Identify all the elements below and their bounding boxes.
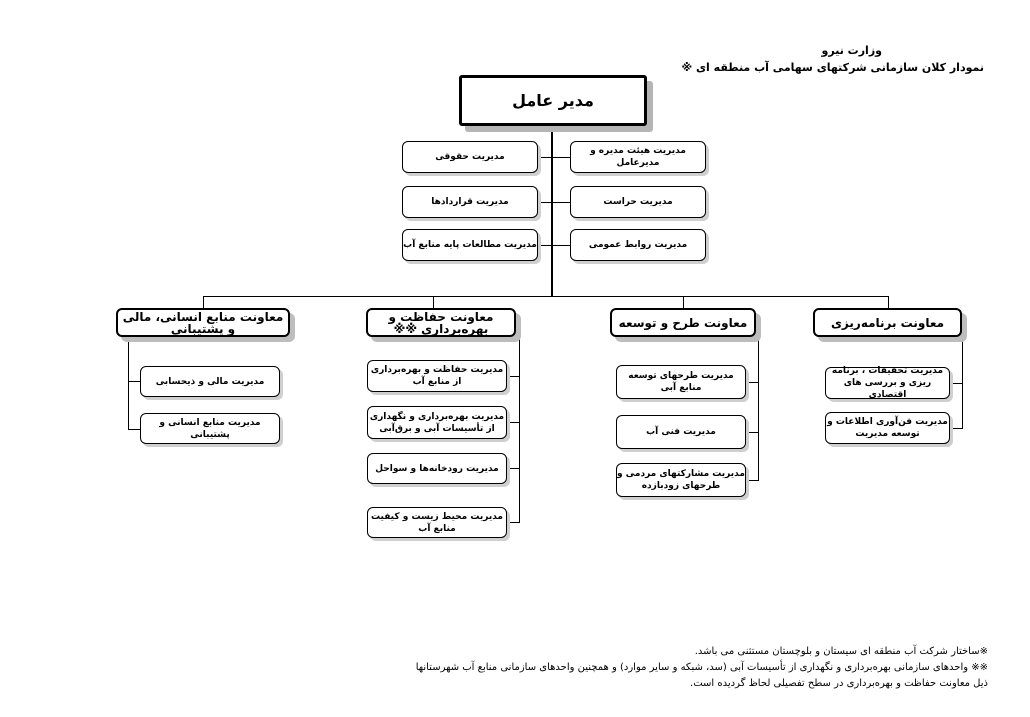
rivers-coasts-unit-box: مدیریت رودخانه‌ها و سواحل bbox=[367, 453, 507, 484]
deputy-drop-line bbox=[683, 296, 684, 308]
ceo-box: مدیر عامل bbox=[459, 75, 647, 126]
board-ceo-office-box: مدیریت هیئت مدیره و مدیرعامل bbox=[570, 141, 706, 173]
unit-connector bbox=[746, 480, 758, 481]
staff-connector bbox=[538, 202, 570, 203]
unit-trunk-line bbox=[962, 337, 963, 429]
legal-management-box: مدیریت حقوقی bbox=[402, 141, 538, 173]
footnote-3: ذیل معاونت حفاظت و بهره‌برداری در سطح تفصیلی لحاظ گردیده است. bbox=[690, 678, 988, 689]
unit-trunk-line bbox=[128, 337, 129, 430]
deputy-drop-line bbox=[203, 296, 204, 308]
footnote-1: ※ساختار شرکت آب منطقه ای سیستان و بلوچستان مستثنی می باشد. bbox=[694, 646, 988, 657]
unit-trunk-line bbox=[519, 337, 520, 523]
contracts-management-box: مدیریت قراردادها bbox=[402, 186, 538, 218]
unit-connector bbox=[128, 381, 140, 382]
unit-connector bbox=[950, 428, 962, 429]
hr-support-unit-box: مدیریت منابع انسانی و پشتیبانی bbox=[140, 413, 280, 444]
chart-title: نمودار کلان سازمانی شرکتهای سهامی آب منطقه ای ※ bbox=[681, 61, 984, 74]
water-technical-unit-box: مدیریت فنی آب bbox=[616, 415, 746, 449]
finance-unit-box: مدیریت مالی و ذیحسابی bbox=[140, 366, 280, 397]
unit-connector bbox=[128, 429, 140, 430]
unit-connector bbox=[746, 382, 758, 383]
deputy-bus-line bbox=[203, 296, 889, 297]
ministry-title: وزارت نیرو bbox=[821, 44, 882, 57]
water-protection-unit-box: مدیریت حفاظت و بهره‌برداری از منابع آب bbox=[367, 360, 507, 392]
trunk-line bbox=[551, 126, 553, 296]
water-development-unit-box: مدیریت طرحهای توسعه منابع آبی bbox=[616, 365, 746, 399]
unit-connector bbox=[507, 522, 519, 523]
deputy-protection-box: معاونت حفاظت و بهره‌برداری ※※ bbox=[366, 308, 516, 337]
deputy-planning-box: معاونت برنامه‌ریزی bbox=[813, 308, 962, 337]
research-planning-unit-box: مدیریت تحقیقات ، برنامه ریزی و بررسی های اقتصادی bbox=[825, 367, 950, 399]
public-relations-box: مدیریت روابط عمومی bbox=[570, 229, 706, 261]
environment-quality-unit-box: مدیریت محیط زیست و کیفیت منابع آب bbox=[367, 507, 507, 538]
footnote-2: ※※ واحدهای سازمانی بهره‌برداری و نگهداری از تأسیسات آبی (سد، شبکه و سایر موارد) و همچنین واحدهای سازمانی منابع آب شهرستانها bbox=[415, 662, 988, 673]
facility-maintenance-unit-box: مدیریت بهره‌برداری و نگهداری از تأسیسات آبی و برق‌آبی bbox=[367, 406, 507, 439]
deputy-hr-finance-box: معاونت منابع انسانی، مالی و پشتیبانی bbox=[116, 308, 290, 337]
staff-connector bbox=[538, 245, 570, 246]
deputy-drop-line bbox=[433, 296, 434, 308]
water-studies-management-box: مدیریت مطالعات پایه منابع آب bbox=[402, 229, 538, 261]
unit-connector bbox=[507, 468, 519, 469]
unit-connector bbox=[746, 432, 758, 433]
staff-connector bbox=[538, 157, 570, 158]
security-management-box: مدیریت حراست bbox=[570, 186, 706, 218]
unit-connector bbox=[507, 422, 519, 423]
unit-trunk-line bbox=[758, 337, 759, 481]
public-participation-unit-box: مدیریت مشارکتهای مردمی و طرحهای زودبازده bbox=[616, 463, 746, 497]
deputy-development-box: معاونت طرح و توسعه bbox=[610, 308, 756, 337]
unit-connector bbox=[507, 376, 519, 377]
unit-connector bbox=[950, 383, 962, 384]
deputy-drop-line bbox=[888, 296, 889, 308]
it-development-unit-box: مدیریت فن‌آوری اطلاعات و توسعه مدیریت bbox=[825, 412, 950, 444]
